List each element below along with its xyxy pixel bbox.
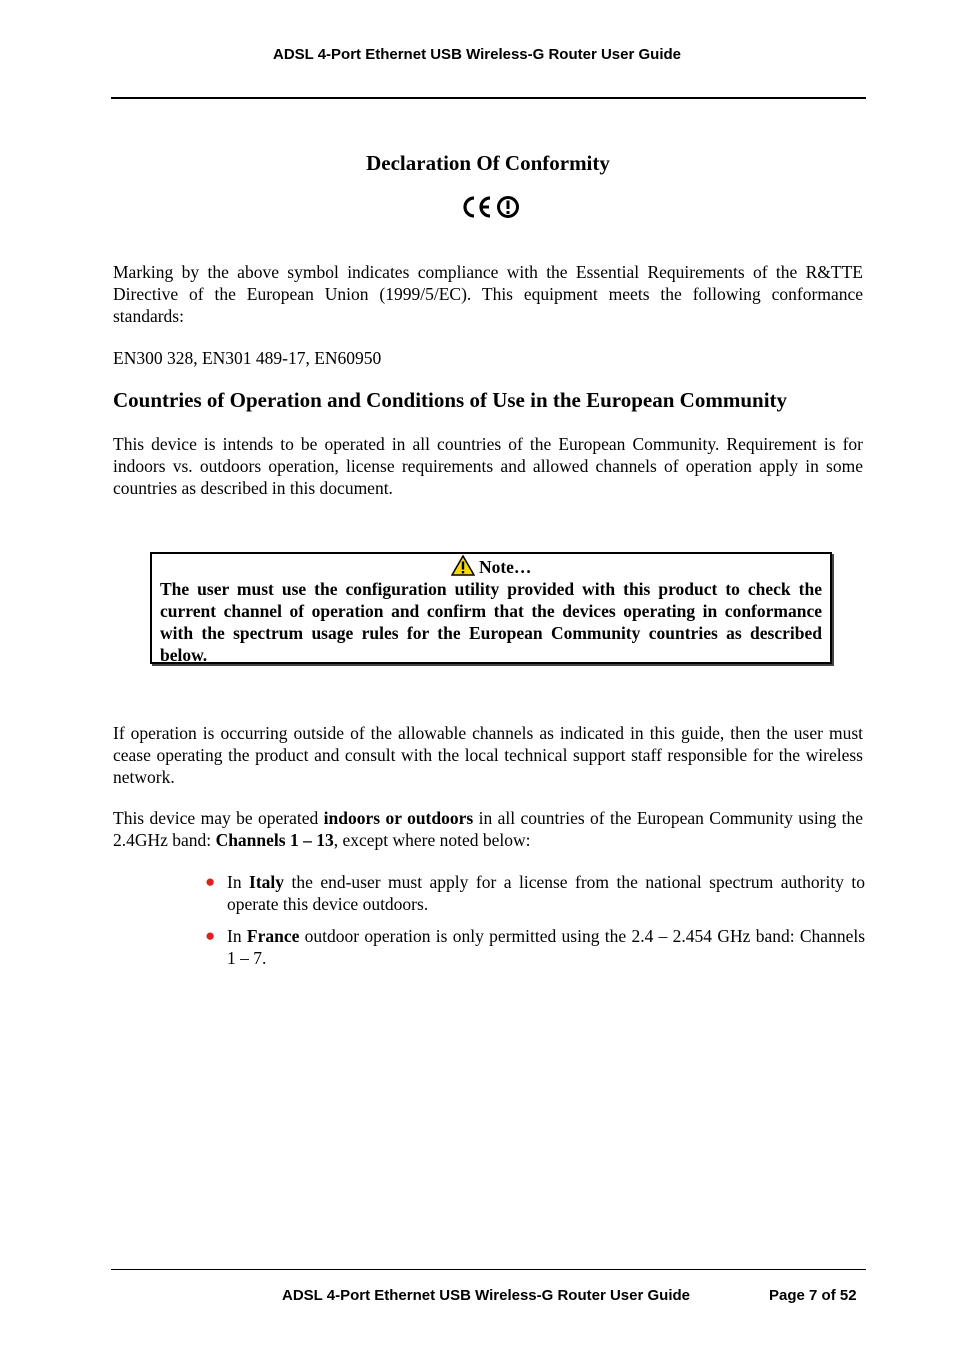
warning-triangle-icon <box>451 555 475 576</box>
ce-alert-mark-icon <box>459 193 521 221</box>
operation-paragraph: This device is intends to be operated in all countries of the European Community. Requirement is for indoors vs. outdoors operation, license requirements and allowed channels of operation apply in some countries as described in this document. <box>113 434 863 498</box>
cease-operation-paragraph: If operation is occurring outside of the allowable channels as indicated in this guide, then the user must cease operating the product and consult with the local technical support staff responsible for the wireless network. <box>113 723 863 787</box>
note-text: The user must use the configuration utility provided with this product to check the current channel of operation and confirm that the devices operating in conformance with the spectrum usage rules for the European Community countries as described below. <box>160 579 822 665</box>
indoors-outdoors-paragraph <box>113 807 863 851</box>
bullet-dot-icon: ● <box>205 926 216 945</box>
bullet-item-italy <box>205 871 865 915</box>
footer-title: ADSL 4-Port Ethernet USB Wireless-G Router User Guide <box>282 1287 691 1304</box>
standards-list: EN300 328, EN301 489-17, EN60950 <box>113 348 382 368</box>
bullet-text: In <box>227 872 250 892</box>
section-heading: Countries of Operation and Conditions of Use in the European Community <box>113 388 788 412</box>
note-box <box>150 552 832 664</box>
note-header <box>160 555 822 578</box>
para-text: in all countries of the European Community using the 2.4GHz band: <box>113 808 863 850</box>
bullet-item-france <box>205 925 865 969</box>
footer-rule <box>111 1269 866 1270</box>
para-text: This device may be operated <box>113 808 324 828</box>
bullet-bold: Italy <box>249 872 285 892</box>
bullet-text: In <box>227 926 247 946</box>
bullet-bold: France <box>246 926 300 946</box>
para-bold-channels: Channels 1 – 13 <box>215 830 334 850</box>
header-rule <box>111 97 866 99</box>
page-header-title: ADSL 4-Port Ethernet USB Wireless-G Router User Guide <box>272 46 681 63</box>
bullet-text: outdoor operation is only permitted using the 2.4 – 2.454 GHz band: Channels 1 – 7. <box>227 926 866 968</box>
footer-page-number: Page 7 of 52 <box>769 1287 857 1304</box>
para-bold-indoors: indoors or outdoors <box>323 808 474 828</box>
bullet-text: the end-user must apply for a license from the national spectrum authority to operate this device outdoors. <box>227 872 866 914</box>
page-title: Declaration Of Conformity <box>366 151 610 175</box>
note-title: Note… <box>478 557 532 577</box>
bullet-dot-icon: ● <box>205 872 216 891</box>
para-text: , except where noted below: <box>333 830 531 850</box>
conformity-paragraph: Marking by the above symbol indicates compliance with the Essential Requirements of the R&TTE Directive of the European Union (1999/5/EC). This equipment meets the following conformance standards: <box>113 262 863 326</box>
